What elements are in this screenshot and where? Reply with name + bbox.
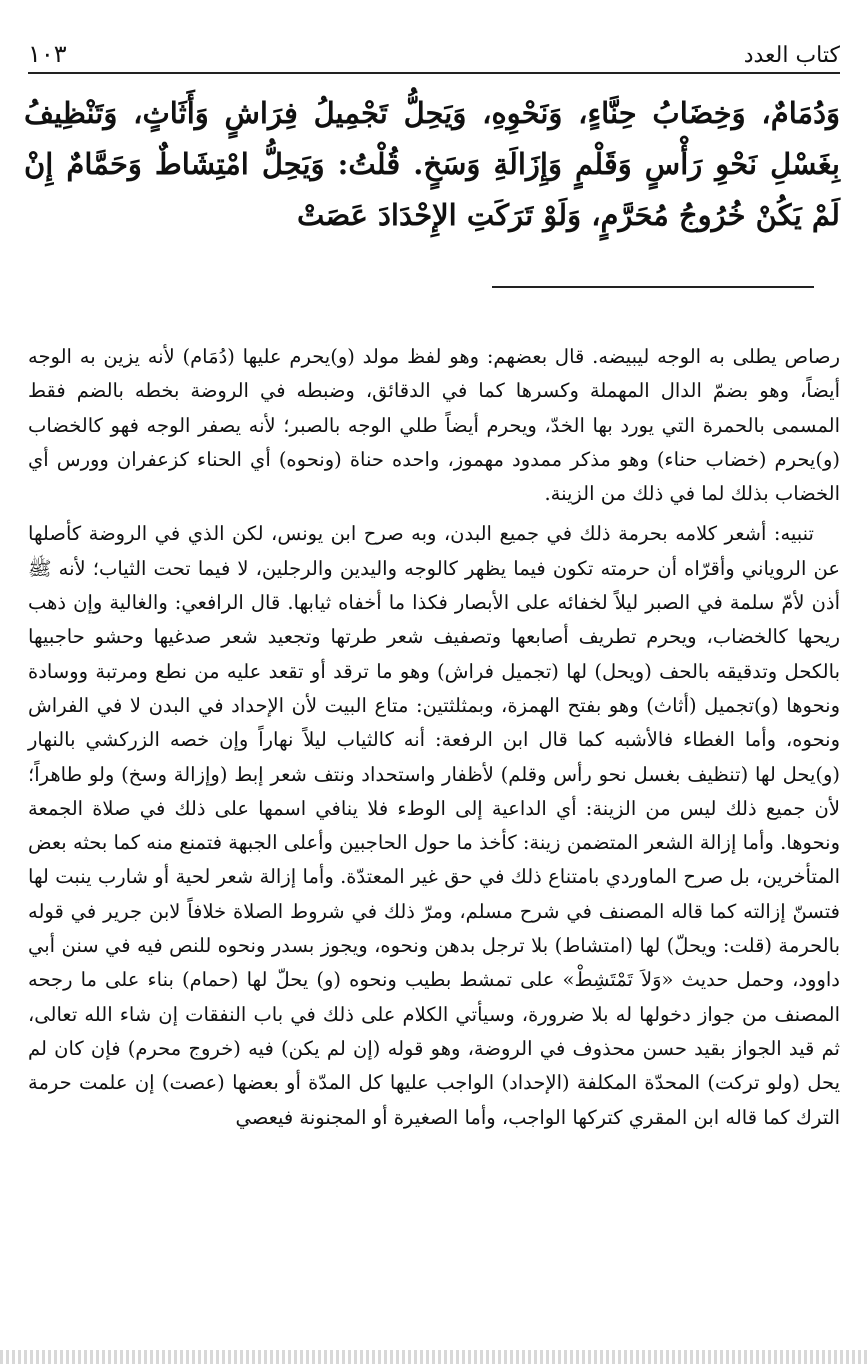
commentary-paragraph-1: رصاص يطلى به الوجه ليبيضه. قال بعضهم: وهو لفظ مولد (و)يحرم عليها (دُمَام) لأنه يزين به الوجه أيضاً، وهو بضمّ الدال المهملة وكسرها كما في الدقائق، وضبطه في الروضة بخطه بالضم فقط المسمى بالحمرة التي يورد بها الخدّ، ويحرم أيضاً طلي الوجه بالصبر؛ لأنه يصفر الوجه فهو كالخضاب (و)يحرم (خضاب حناء) وهو مذكر ممدود مهموز، واحده حناة (ونحوه) أي الحناء كزعفران وورس أي الخضاب بذلك لما في ذلك من الزينة.: [28, 345, 840, 506]
commentary-block: [28, 340, 840, 1135]
commentary-paragraph-2: تنبيه: أشعر كلامه بحرمة ذلك في جميع البدن، وبه صرح ابن يونس، لكن الذي في الروضة كأصلها عن الروياني وأقرّاه أن حرمته تكون فيما يظهر كالوجه واليدين والرجلين، لا فيما تحت الثياب؛ لأنه ﷺ أذن لأمّ سلمة في الصبر ليلاً لخفائه على الأبصار فكذا ما أخفاه ثيابها. قال الرافعي: والغالية وإن ذهب ريحها كالخضاب، ويحرم تطريف أصابعها وتصفيف شعر طرتها وتجعيد شعر صدغيها وحشو حاجبيها بالكحل وتدقيقه بالحف (ويحل) لها (تجميل فراش) وهو ما ترقد أو تقعد عليه من نطع ومرتبة ووسادة ونحوها (و)تجميل (أثاث) وهو بفتح الهمزة، وبمثلثتين: متاع البيت لأن الإحداد في البدن لا في الفراش ونحوه، وأما الغطاء فالأشبه كما قال ابن الرفعة: أنه كالثياب ليلاً نهاراً وإن خصه الزركشي بالنهار (و)يحل لها (تنظيف بغسل نحو رأس وقلم) لأظفار واستحداد ونتف شعر إبط (وإزالة وسخ) ولو طاهراً؛ لأن جميع ذلك ليس من الزينة: أي الداعية إلى الوطء فلا ينافي اسمها على ذلك في صلاة الجمعة ونحوها. وأما إزالة الشعر المتضمن زينة: كأخذ ما حول الحاجبين وأعلى الجبهة فتمنع منه كما بحثه بعض المتأخرين، بل صرح الماوردي بامتناع ذلك في حق غير المعتدّة. وأما إزالة شعر لحية أو شارب ينبت لها فتسنّ إزالته كما قاله المصنف في شرح مسلم، ومرّ ذلك في شروط الصلاة خلافاً لابن جرير في قوله بالحرمة (قلت: ويحلّ) لها (امتشاط) بلا ترجل بدهن ونحوه، ويجوز بسدر ونحوه للنص فيه في سنن أبي داوود، وحمل حديث «وَلاَ تَمْتَشِطْ» على تمشط بطيب ونحوه (و) يحلّ لها (حمام) بناء على ما رجحه المصنف من جواز دخولها له بلا ضرورة، وسيأتي الكلام على ذلك في باب النفقات إن شاء الله تعالى، ثم قيد الجواز بقيد حسن محذوف في الروضة، وهو قوله (إن لم يكن) فيه (خروج محرم) فإن كان لم يحل (ولو تركت) المحدّة المكلفة (الإحداد) الواجب عليها كل المدّة أو بعضها (عصت) إن علمت حرمة الترك كما قاله ابن المقري كتركها الواجب، وأما الصغيرة أو المجنونة فيعصي: [28, 522, 840, 1129]
book-title: كتاب العدد: [743, 43, 840, 68]
footnote-divider: [492, 286, 814, 288]
matn-text-block: [24, 88, 840, 241]
decorative-bottom-border: [0, 1350, 868, 1364]
page-header: [28, 28, 840, 74]
page-number: ١٠٣: [28, 40, 67, 68]
matn-paragraph: وَدُمَامٌ، وَخِضَابُ حِنَّاءٍ، وَنَحْوِهِ، وَيَحِلُّ تَجْمِيلُ فِرَاشٍ وَأَثَاثٍ، وَتَنْظِيفُ بِغَسْلِ نَحْوِ رَأْسٍ وَقَلْمٍ وَإِزَالَةِ وَسَخٍ. قُلْتُ: وَيَحِلُّ امْتِشَاطٌ وَحَمَّامٌ إِنْ لَمْ يَكُنْ خُرُوجُ مُحَرَّمٍ، وَلَوْ تَرَكَتِ الإِحْدَادَ عَصَتْ: [24, 96, 840, 232]
